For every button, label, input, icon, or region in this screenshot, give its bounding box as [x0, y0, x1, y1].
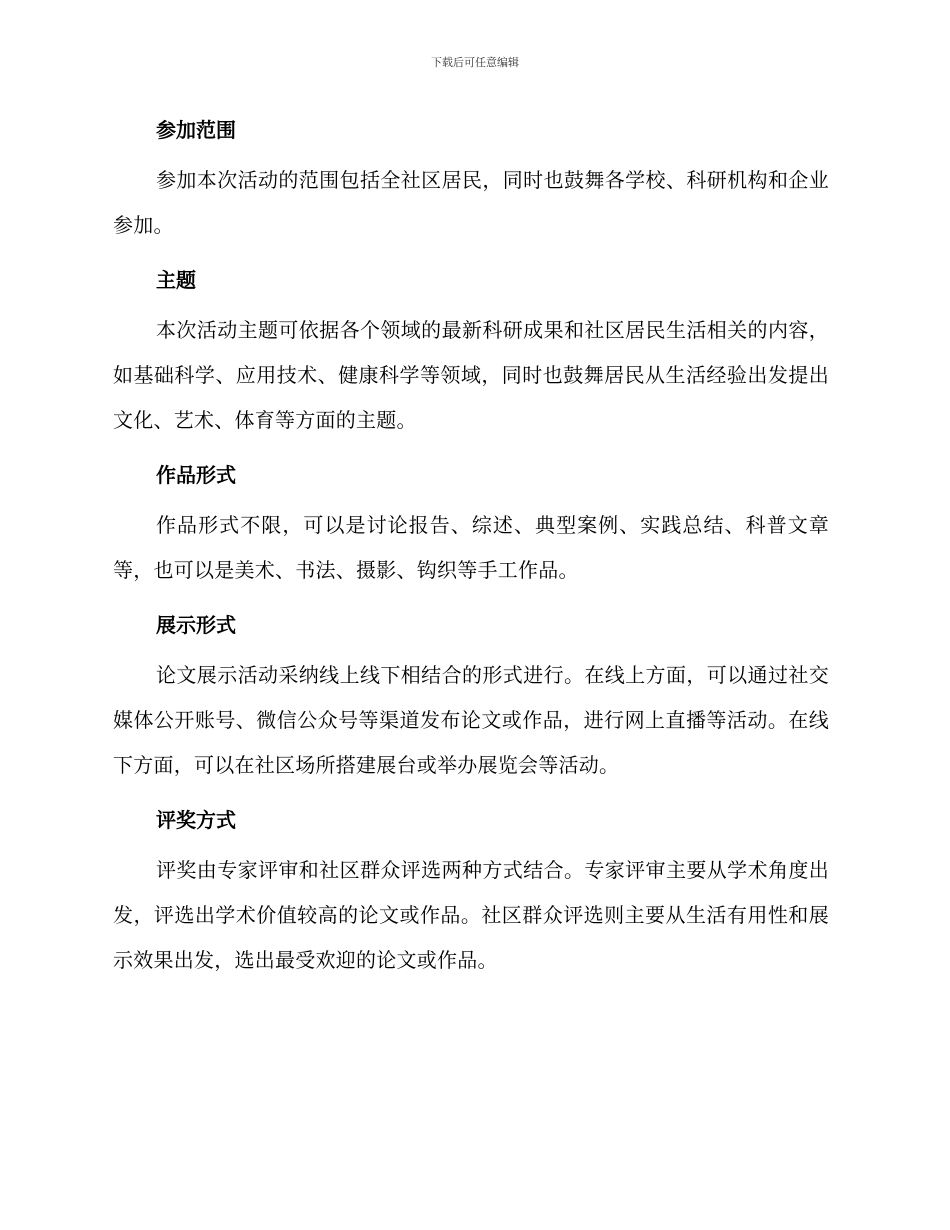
page-header-note: 下载后可任意编辑	[431, 56, 519, 69]
section-heading: 参加范围	[156, 118, 236, 142]
section-paragraph: 作品形式不限，可以是讨论报告、综述、典型案例、实践总结、科普文章等，也可以是美术、书法、摄影、钩织等手工作品。	[113, 513, 829, 582]
section-paragraph: 论文展示活动采纳线上线下相结合的形式进行。在线上方面，可以通过社交媒体公开账号、微信公众号等渠道发布论文或作品，进行网上直播等活动。在线下方面，可以在社区场所搭建展台或举办展览会等活动。	[113, 663, 829, 777]
document-body	[113, 108, 829, 993]
section-heading: 主题	[156, 268, 196, 292]
section-participation-scope	[113, 108, 829, 248]
section-work-format	[113, 453, 829, 593]
section-paragraph: 参加本次活动的范围包括全社区居民，同时也鼓舞各学校、科研机构和企业参加。	[113, 168, 829, 237]
section-heading: 展示形式	[156, 613, 236, 637]
section-heading: 评奖方式	[156, 808, 236, 832]
section-paragraph: 本次活动主题可依据各个领域的最新科研成果和社区居民生活相关的内容，如基础科学、应用技术、健康科学等领域，同时也鼓舞居民从生活经验出发提出文化、艺术、体育等方面的主题。	[113, 318, 829, 432]
section-paragraph: 评奖由专家评审和社区群众评选两种方式结合。专家评审主要从学术角度出发，评选出学术价值较高的论文或作品。社区群众评选则主要从生活有用性和展示效果出发，选出最受欢迎的论文或作品。	[113, 858, 829, 972]
section-heading: 作品形式	[156, 463, 236, 487]
section-award-method	[113, 798, 829, 983]
section-theme	[113, 258, 829, 443]
section-display-format	[113, 603, 829, 788]
